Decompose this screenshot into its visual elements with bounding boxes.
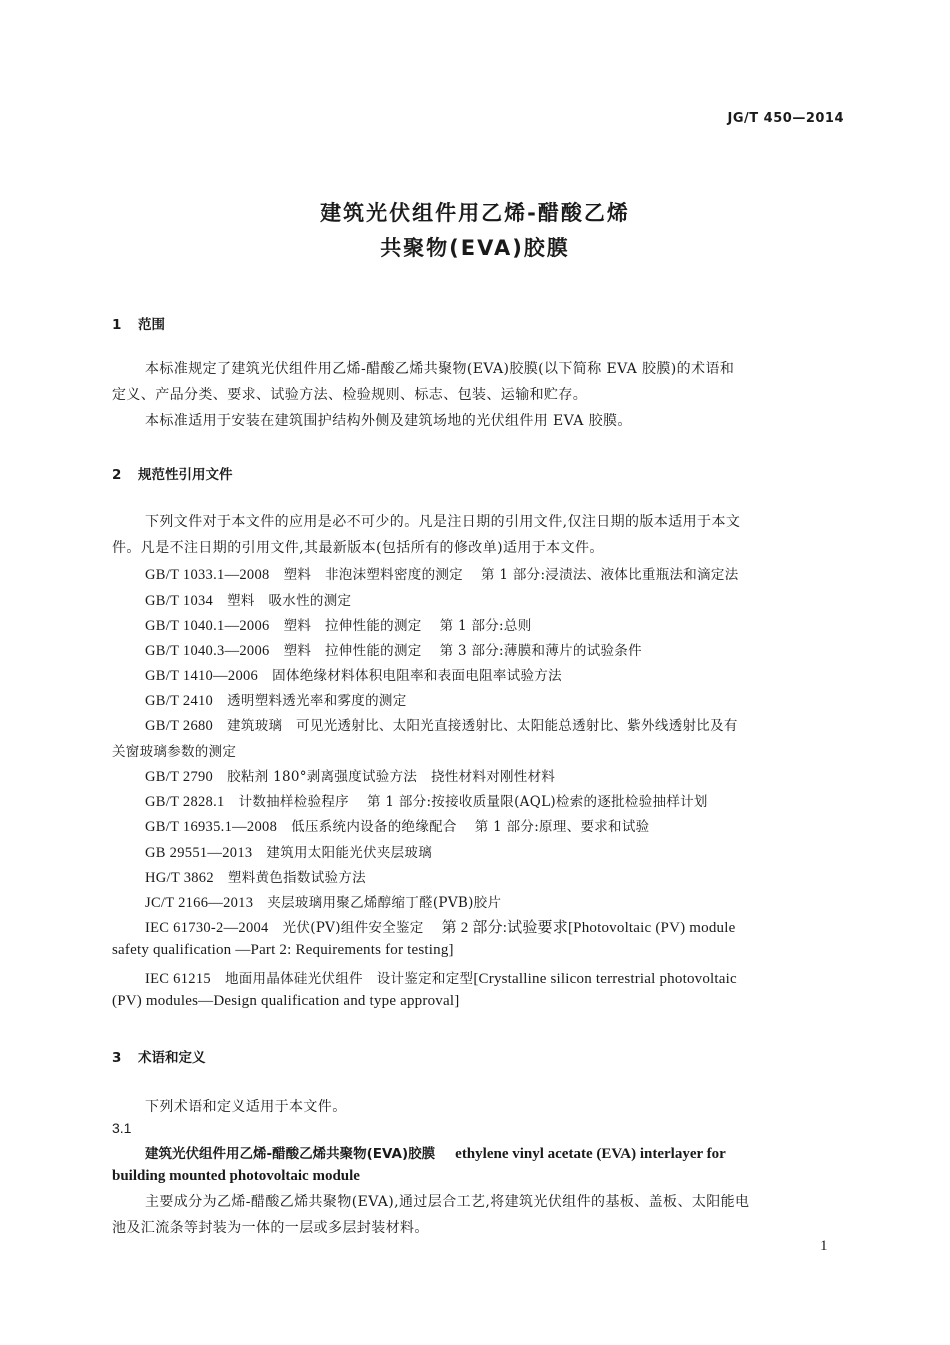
reference-title: 固体绝缘材料体积电阻率和表面电阻率试验方法 [272,668,562,684]
reference-continuation: safety qualification —Part 2: Requirements for testing] [112,942,454,958]
reference-part: 第 2 部分:试验要求[Photovoltaic (PV) module [441,920,736,936]
reference-code: GB/T 2680 [145,718,214,734]
reference-code: HG/T 3862 [145,870,214,886]
reference-item [145,614,532,635]
reference-title: 地面用晶体硅光伏组件 设计鉴定和定型 [224,971,474,987]
reference-code: GB/T 16935.1—2008 [145,819,278,835]
paragraph-line: 下列文件对于本文件的应用是必不可少的。凡是注日期的引用文件,仅注日期的版本适用于本文 [145,514,741,530]
reference-item [145,664,562,685]
reference-item [145,841,432,862]
reference-item [145,967,737,988]
reference-item [145,790,708,811]
document-title-line1: 建筑光伏组件用乙烯-醋酸乙烯 [320,201,630,225]
reference-code: GB/T 1040.3—2006 [145,643,270,659]
reference-part: 第 1 部分:原理、要求和试验 [474,819,650,835]
reference-title: 塑料 拉伸性能的测定 [283,643,422,659]
reference-title: 计数抽样检验程序 [238,794,349,810]
reference-part: 第 3 部分:薄膜和薄片的试验条件 [439,643,642,659]
reference-title: 夹层玻璃用聚乙烯醇缩丁醛(PVB)胶片 [267,895,502,911]
reference-title: 塑料 吸水性的测定 [227,593,352,609]
reference-code: GB/T 1033.1—2008 [145,567,270,583]
paragraph-line: 定义、产品分类、要求、试验方法、检验规则、标志、包装、运输和贮存。 [112,387,588,403]
reference-code: GB 29551—2013 [145,845,253,861]
reference-code: GB/T 1034 [145,593,214,609]
section-number: 2 [112,467,122,483]
reference-item [145,916,735,937]
definition-line: 主要成分为乙烯-醋酸乙烯共聚物(EVA),通过层合工艺,将建筑光伏组件的基板、盖板、太阳能电 [145,1194,750,1210]
reference-code: GB/T 1410—2006 [145,668,259,684]
section-number: 3 [112,1050,122,1066]
reference-continuation: (PV) modules—Design qualification and type approval] [112,993,460,1009]
section-title: 范围 [138,317,165,333]
term-english-continuation: building mounted photovoltaic module [112,1168,360,1184]
paragraph-line: 下列术语和定义适用于本文件。 [145,1099,347,1115]
paragraph-line: 件。凡是不注日期的引用文件,其最新版本(包括所有的修改单)适用于本文件。 [112,540,604,556]
definition-line: 池及汇流条等封装为一体的一层或多层封装材料。 [112,1220,429,1236]
reference-item [145,589,351,610]
term-english: ethylene vinyl acetate (EVA) interlayer for [455,1146,726,1162]
section-heading [112,463,233,483]
section-heading [112,313,165,333]
document-title-line2: 共聚物(EVA)胶膜 [380,236,570,260]
reference-part: 第 1 部分:总则 [439,618,532,634]
standard-number: JG/T 450—2014 [727,111,844,126]
reference-item [145,866,366,887]
paragraph-line: 本标准规定了建筑光伏组件用乙烯-醋酸乙烯共聚物(EVA)胶膜(以下简称 EVA 胶膜)的术语和 [145,361,735,377]
reference-item [145,765,555,786]
reference-part: 第 1 部分:浸渍法、液体比重瓶法和滴定法 [480,567,739,583]
reference-code: GB/T 2410 [145,693,214,709]
reference-item [145,639,642,660]
reference-code: GB/T 1040.1—2006 [145,618,270,634]
section-number: 1 [112,317,122,333]
reference-title: 透明塑料透光率和雾度的测定 [227,693,407,709]
reference-item [145,714,738,735]
term-heading [145,1142,726,1163]
section-title: 规范性引用文件 [138,467,233,483]
reference-code: GB/T 2828.1 [145,794,225,810]
reference-continuation: 关窗玻璃参数的测定 [112,744,237,760]
reference-code: IEC 61730-2—2004 [145,920,269,936]
reference-item [145,815,649,836]
reference-title: 光伏(PV)组件安全鉴定 [282,920,424,936]
reference-code: JC/T 2166—2013 [145,895,254,911]
reference-code: IEC 61215 [145,971,211,987]
reference-title: 塑料黄色指数试验方法 [227,870,366,886]
term-chinese: 建筑光伏组件用乙烯-醋酸乙烯共聚物(EVA)胶膜 [145,1146,436,1162]
clause-number: 3.1 [112,1120,132,1136]
reference-part: 第 1 部分:按接收质量限(AQL)检索的逐批检验抽样计划 [366,794,708,810]
reference-item [145,563,739,584]
reference-item [145,689,407,710]
reference-title: 建筑玻璃 可见光透射比、太阳光直接透射比、太阳能总透射比、紫外线透射比及有 [227,718,738,734]
reference-part: [Crystalline silicon terrestrial photovoltaic [473,971,737,987]
reference-title: 塑料 拉伸性能的测定 [283,618,422,634]
section-heading [112,1046,206,1066]
reference-title: 低压系统内设备的绝缘配合 [291,819,457,835]
reference-code: GB/T 2790 [145,769,214,785]
page-number: 1 [820,1238,828,1254]
reference-title: 胶粘剂 180°剥离强度试验方法 挠性材料对刚性材料 [227,769,556,785]
section-title: 术语和定义 [138,1050,206,1066]
reference-title: 建筑用太阳能光伏夹层玻璃 [266,845,433,861]
paragraph-line: 本标准适用于安装在建筑围护结构外侧及建筑场地的光伏组件用 EVA 胶膜。 [145,413,632,429]
reference-title: 塑料 非泡沫塑料密度的测定 [283,567,463,583]
reference-item [145,891,501,912]
